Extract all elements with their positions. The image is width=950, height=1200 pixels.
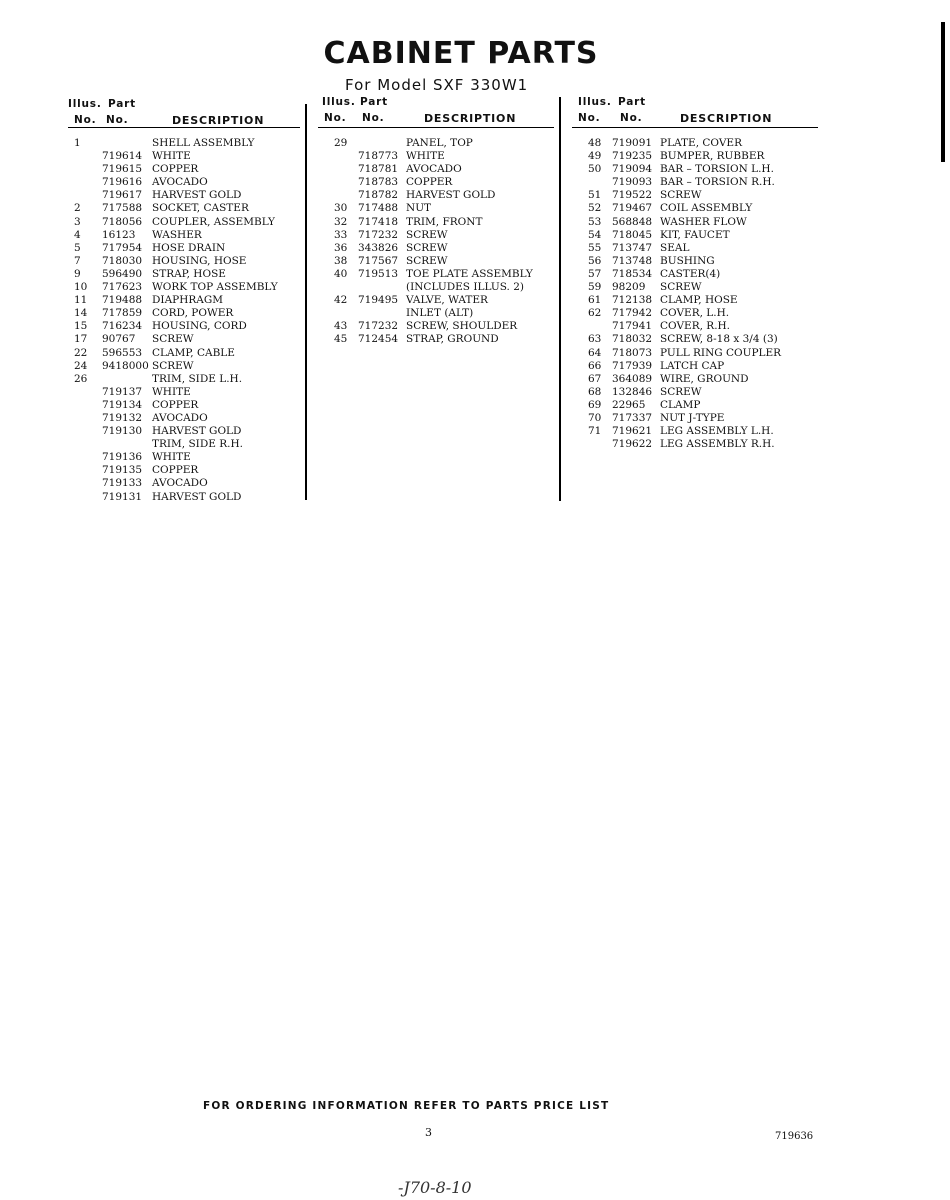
description-header: DESCRIPTION [680,112,773,125]
part-number: 719235 [612,150,653,163]
description-header: DESCRIPTION [424,112,517,125]
part-description: PLATE, COVER [660,137,743,149]
part-number: 719522 [612,189,653,202]
part-description: WHITE [406,150,445,163]
illus-number: 59 [588,281,602,294]
illus-number: 68 [588,385,602,398]
parts-row [68,242,300,255]
part-number: 719137 [102,385,143,398]
part-number: 719614 [102,150,143,163]
part-number: 364089 [612,372,653,385]
illus-number: 70 [588,411,602,424]
parts-row [572,176,818,189]
part-number: 718534 [612,267,653,280]
parts-row [68,176,300,189]
part-number: 717232 [358,228,399,241]
parts-column-1 [68,96,300,504]
parts-row [68,438,300,451]
part-description: KIT, FAUCET [660,228,730,241]
part-number: 718781 [358,163,399,176]
part-number: 719135 [102,464,143,477]
parts-row [318,255,554,268]
part-description: STRAP, GROUND [406,333,499,346]
part-number: 717942 [612,307,653,320]
part-description: SCREW [660,281,702,294]
parts-row [68,307,300,320]
illus-number: 3 [74,215,81,228]
part-description: SCREW, 8-18 x 3/4 (3) [660,333,778,346]
part-number: 712454 [358,333,399,346]
column-header [572,96,818,128]
part-number: 717418 [358,215,399,228]
part-description: COPPER [152,464,199,477]
parts-row [572,216,818,229]
part-number: 98209 [612,281,646,294]
parts-list [572,137,818,451]
part-number: 719136 [102,451,143,464]
part-number: 716234 [102,320,143,333]
part-description: SCREW [660,385,702,398]
parts-row [68,281,300,294]
parts-row [68,137,300,150]
part-number: 596490 [102,267,143,280]
parts-row [68,229,300,242]
parts-row [318,137,554,150]
parts-row [68,163,300,176]
part-header: Part [360,96,388,108]
illus-number: 48 [588,137,602,149]
illus-number: 71 [588,425,602,438]
parts-row [318,229,554,242]
parts-row [68,386,300,399]
parts-row [318,333,554,346]
part-number: 713748 [612,254,653,267]
part-description: WHITE [152,150,191,163]
column-header [68,96,300,128]
scan-edge-mark [941,22,945,162]
header-underline [318,127,554,128]
illus-number: 64 [588,346,602,359]
illus-number: 57 [588,267,602,280]
illus-number: 30 [334,202,348,215]
part-description: HOUSING, HOSE [152,254,247,267]
illus-number: 4 [74,228,81,241]
part-description: SCREW, SHOULDER [406,320,518,333]
parts-row [68,294,300,307]
part-description: HARVEST GOLD [152,490,242,503]
part-number: 719513 [358,267,399,280]
illus-number: 14 [74,307,88,320]
part-description: COVER, R.H. [660,320,731,333]
part-number: 717954 [102,241,143,254]
parts-row [572,307,818,320]
parts-row [318,189,554,202]
part-description: SCREW [152,333,194,346]
part-description: WASHER FLOW [660,215,747,228]
part-description: AVOCADO [152,176,208,189]
part-description: WHITE [152,451,191,464]
part-number: 719094 [612,163,653,176]
illus-number: 38 [334,254,348,267]
illus-number: 66 [588,359,602,372]
part-description: COVER, L.H. [660,307,730,320]
part-number: 717859 [102,307,143,320]
parts-row [68,373,300,386]
part-description: AVOCADO [152,477,208,490]
part-number: 717623 [102,281,143,294]
illus-number: 9 [74,267,81,280]
parts-row [68,491,300,504]
part-description: COUPLER, ASSEMBLY [152,215,275,228]
illus-number: 36 [334,241,348,254]
parts-row [68,255,300,268]
part-no-header: No. [362,112,385,124]
illus-number: 11 [74,294,88,307]
illus-number: 43 [334,320,348,333]
part-description: CORD, POWER [152,307,234,320]
illus-number: 69 [588,398,602,411]
part-description: SHELL ASSEMBLY [152,137,255,149]
part-number: 132846 [612,385,653,398]
part-description: COPPER [406,176,453,189]
parts-row [68,216,300,229]
page-title: CABINET PARTS [323,36,599,71]
part-number: 717588 [102,202,143,215]
parts-row [572,333,818,346]
part-no-header: No. [620,112,643,124]
part-description: VALVE, WATER [406,294,488,307]
part-header: Part [618,96,646,108]
parts-row [68,189,300,202]
part-number: 719132 [102,411,143,424]
parts-row [572,425,818,438]
illus-number: 29 [334,137,348,149]
parts-row [572,242,818,255]
parts-row [68,268,300,281]
description-header: DESCRIPTION [172,114,265,127]
parts-row [572,150,818,163]
part-description: HARVEST GOLD [406,189,496,202]
part-description: SOCKET, CASTER [152,202,249,215]
part-number: 719134 [102,398,143,411]
part-number: 717939 [612,359,653,372]
part-description: BUMPER, RUBBER [660,150,765,163]
part-description: NUT J-TYPE [660,411,725,424]
parts-row [572,386,818,399]
part-number: 717337 [612,411,653,424]
part-number: 596553 [102,346,143,359]
page-number: 3 [425,1126,432,1139]
part-number: 718030 [102,254,143,267]
part-description: LEG ASSEMBLY L.H. [660,425,774,438]
parts-row [318,150,554,163]
parts-row [572,202,818,215]
part-number: 719488 [102,294,143,307]
illus-number: 54 [588,228,602,241]
part-number: 719495 [358,294,399,307]
part-number: 718056 [102,215,143,228]
part-number: 717567 [358,254,399,267]
part-description: WORK TOP ASSEMBLY [152,281,278,294]
part-description: AVOCADO [406,163,462,176]
part-description: TOE PLATE ASSEMBLY [406,267,533,280]
part-description: LEG ASSEMBLY R.H. [660,438,775,451]
parts-row [68,451,300,464]
part-description: SCREW [406,241,448,254]
part-number: 719130 [102,425,143,438]
illus-number: 62 [588,307,602,320]
part-description: LATCH CAP [660,359,725,372]
part-number: 719091 [612,137,653,149]
parts-row [572,347,818,360]
parts-row [572,163,818,176]
header-underline [68,127,300,128]
part-description: HOSE DRAIN [152,241,226,254]
part-number: 718045 [612,228,653,241]
part-number: 718773 [358,150,399,163]
column-divider [559,97,561,501]
handwritten-note: -J70-8-10 [398,1178,472,1197]
illus-number: 5 [74,241,81,254]
parts-row [68,333,300,346]
part-description: COPPER [152,398,199,411]
illus-number: 49 [588,150,602,163]
part-number: 719467 [612,202,653,215]
column-header [318,96,554,128]
part-number: 713747 [612,241,653,254]
parts-row [572,373,818,386]
parts-row [318,320,554,333]
part-description: TRIM, FRONT [406,215,483,228]
illus-number: 51 [588,189,602,202]
parts-row [572,412,818,425]
parts-row [572,268,818,281]
part-number: 22965 [612,398,646,411]
part-number: 343826 [358,241,399,254]
parts-row [68,425,300,438]
part-description: PANEL, TOP [406,137,473,149]
illus-number: 40 [334,267,348,280]
part-number: 16123 [102,228,136,241]
document-number: 719636 [775,1131,814,1142]
part-description: WHITE [152,385,191,398]
illus-number: 52 [588,202,602,215]
part-number: 719617 [102,189,143,202]
parts-row [68,464,300,477]
part-number: 719093 [612,176,653,189]
parts-column-3 [572,96,818,451]
illus-number: 45 [334,333,348,346]
part-description: SCREW [152,359,194,372]
part-description: SCREW [406,228,448,241]
parts-row [68,347,300,360]
parts-row [68,202,300,215]
part-description: TRIM, SIDE R.H. [152,438,243,451]
illus-number: 2 [74,202,81,215]
part-number: 718073 [612,346,653,359]
illus-number: 50 [588,163,602,176]
parts-row [572,320,818,333]
part-number: 719622 [612,438,653,451]
part-description: WIRE, GROUND [660,372,749,385]
part-description: AVOCADO [152,411,208,424]
illus-no-header: No. [578,112,601,124]
part-description: COIL ASSEMBLY [660,202,753,215]
illus-number: 32 [334,215,348,228]
part-description: TRIM, SIDE L.H. [152,372,243,385]
part-description: HOUSING, CORD [152,320,247,333]
illus-number: 24 [74,359,88,372]
illus-number: 17 [74,333,88,346]
parts-row [68,399,300,412]
column-divider [305,104,307,500]
illus-number: 55 [588,241,602,254]
part-number: 719615 [102,163,143,176]
part-number: 719616 [102,176,143,189]
part-description: BAR – TORSION R.H. [660,176,775,189]
parts-row [68,360,300,373]
parts-row [318,242,554,255]
parts-column-2 [318,96,554,347]
parts-row [318,281,554,294]
illus-number: 26 [74,372,88,385]
part-description: CLAMP, CABLE [152,346,235,359]
part-header: Part [108,98,136,110]
part-number: 719621 [612,425,653,438]
part-description: CLAMP [660,398,701,411]
part-description: BAR – TORSION L.H. [660,163,774,176]
parts-row [318,202,554,215]
illus-number: 61 [588,294,602,307]
part-description: CLAMP, HOSE [660,294,738,307]
part-number: 9418000 [102,359,149,372]
part-description: PULL RING COUPLER [660,346,782,359]
part-number: 568848 [612,215,653,228]
parts-row [572,438,818,451]
part-number: 718032 [612,333,653,346]
parts-row [318,176,554,189]
part-description: HARVEST GOLD [152,189,242,202]
parts-row [318,294,554,307]
parts-row [572,281,818,294]
part-description: COPPER [152,163,199,176]
part-number: 718783 [358,176,399,189]
part-number: 717941 [612,320,653,333]
part-number: 719133 [102,477,143,490]
parts-row [572,360,818,373]
parts-list [318,137,554,347]
parts-row [318,268,554,281]
ordering-note: FOR ORDERING INFORMATION REFER TO PARTS PRICE LIST [203,1100,610,1112]
part-description: CASTER(4) [660,267,721,280]
part-description: HARVEST GOLD [152,425,242,438]
part-number: 717232 [358,320,399,333]
parts-row [68,412,300,425]
parts-row [572,255,818,268]
part-number: 717488 [358,202,399,215]
part-description: (INCLUDES ILLUS. 2) [406,281,524,294]
part-description: WASHER [152,228,202,241]
illus-header: Illus. [68,98,102,110]
parts-row [572,229,818,242]
illus-header: Illus. [578,96,612,108]
part-number: 719131 [102,490,143,503]
part-description: SCREW [406,254,448,267]
part-description: SCREW [660,189,702,202]
parts-row [572,294,818,307]
parts-row [572,399,818,412]
model-subtitle: For Model SXF 330W1 [345,76,529,94]
part-description: STRAP, HOSE [152,267,226,280]
illus-number: 63 [588,333,602,346]
part-description: SEAL [660,241,690,254]
parts-row [318,216,554,229]
part-description: BUSHING [660,254,715,267]
part-no-header: No. [106,114,129,126]
illus-number: 56 [588,254,602,267]
illus-number: 53 [588,215,602,228]
parts-row [572,137,818,150]
illus-number: 10 [74,281,88,294]
illus-number: 1 [74,137,81,149]
parts-row [68,320,300,333]
parts-row [68,150,300,163]
illus-number: 7 [74,254,81,267]
illus-header: Illus. [322,96,356,108]
illus-number: 33 [334,228,348,241]
part-number: 90767 [102,333,136,346]
parts-row [68,477,300,490]
parts-row [318,163,554,176]
header-underline [572,127,818,128]
illus-number: 15 [74,320,88,333]
illus-number: 42 [334,294,348,307]
illus-number: 22 [74,346,88,359]
illus-number: 67 [588,372,602,385]
part-description: INLET (ALT) [406,307,474,320]
part-description: NUT [406,202,432,215]
illus-no-header: No. [324,112,347,124]
part-description: DIAPHRAGM [152,294,223,307]
parts-row [572,189,818,202]
parts-row [318,307,554,320]
part-number: 712138 [612,294,653,307]
parts-list [68,137,300,504]
part-number: 718782 [358,189,399,202]
illus-no-header: No. [74,114,97,126]
